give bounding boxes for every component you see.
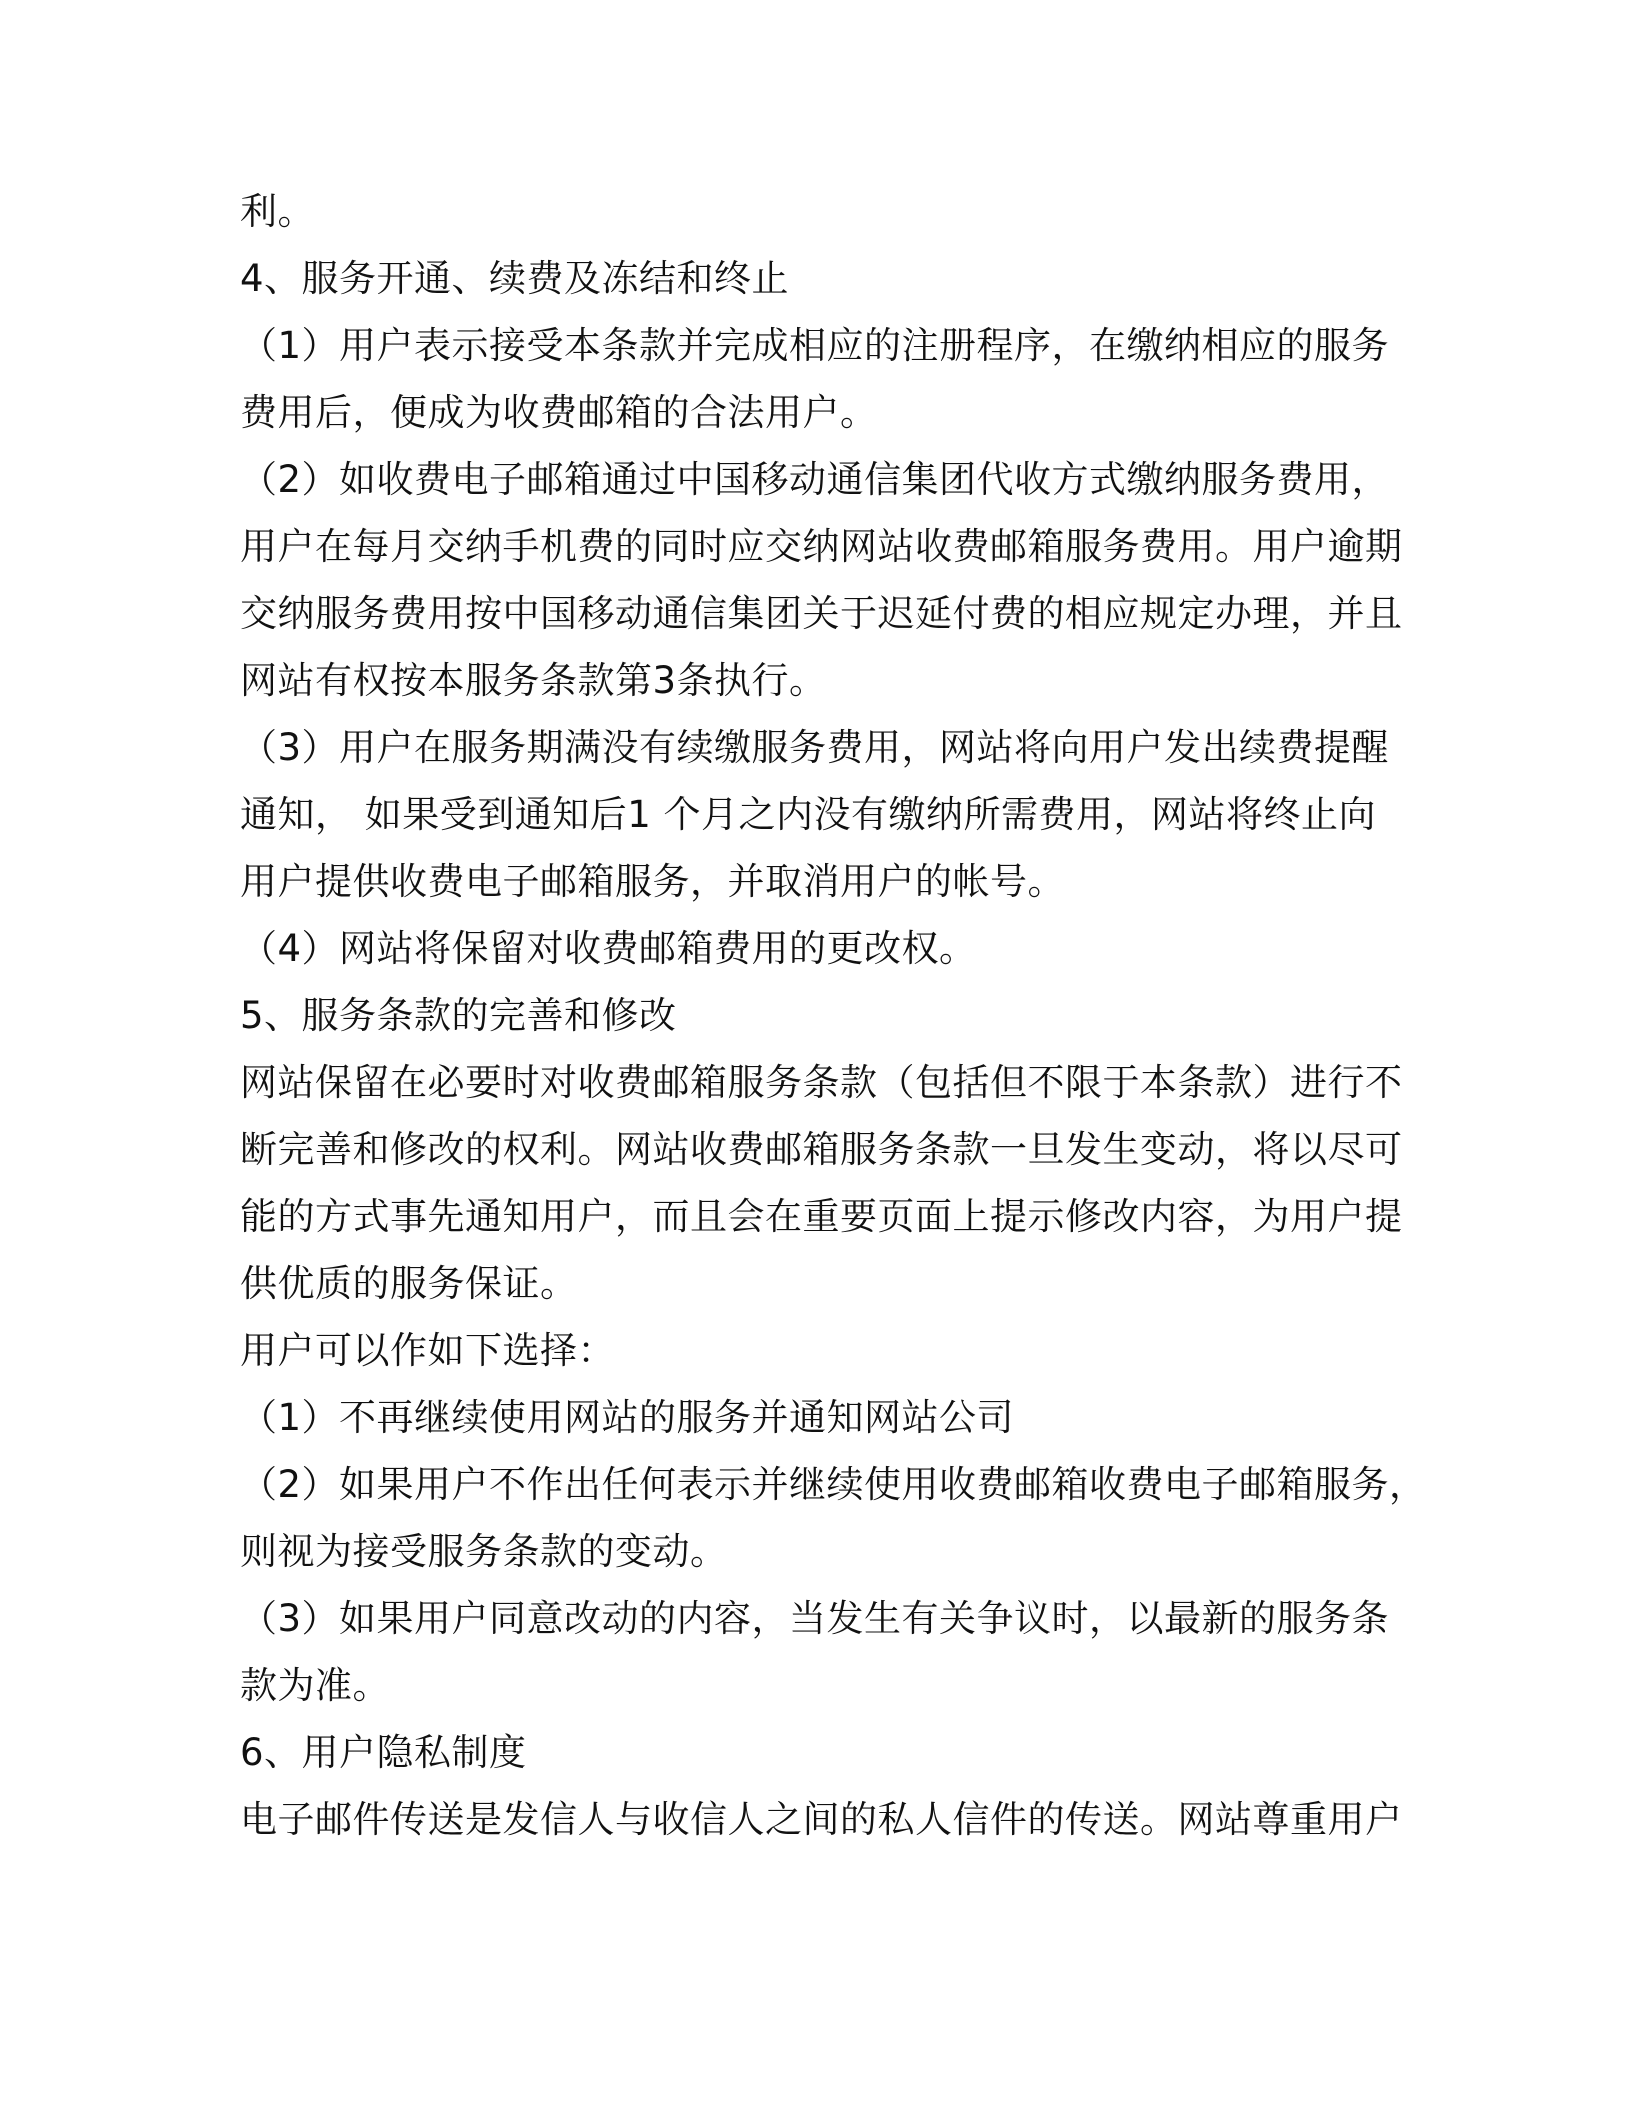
text-line: 网站有权按本服务条款第3条执行。 [240, 659, 827, 702]
text-line: 交纳服务费用按中国移动通信集团关于迟延付费的相应规定办理，并且 [240, 592, 1403, 635]
text-line: 网站保留在必要时对收费邮箱服务条款（包括但不限于本条款）进行不 [240, 1061, 1403, 1104]
text-line: 电子邮件传送是发信人与收信人之间的私人信件的传送。网站尊重用户 [240, 1798, 1403, 1841]
text-line: （3）用户在服务期满没有续缴服务费用，网站将向用户发出续费提醒 [240, 726, 1390, 769]
text-line: （4）网站将保留对收费邮箱费用的更改权。 [240, 927, 977, 970]
text-line: 用户在每月交纳手机费的同时应交纳网站收费邮箱服务费用。用户逾期 [240, 525, 1403, 568]
text-line: 款为准。 [240, 1664, 390, 1707]
section-heading-4: 4、服务开通、续费及冻结和终止 [240, 257, 790, 300]
text-line: 断完善和修改的权利。网站收费邮箱服务条款一旦发生变动，将以尽可 [240, 1128, 1403, 1171]
text-line: （1）用户表示接受本条款并完成相应的注册程序，在缴纳相应的服务 [240, 324, 1390, 367]
text-line: 利。 [240, 190, 315, 233]
text-line: 费用后，便成为收费邮箱的合法用户。 [240, 391, 878, 434]
text-line: （3）如果用户同意改动的内容，当发生有关争议时，以最新的服务条 [240, 1597, 1390, 1640]
text-line: 用户可以作如下选择： [240, 1329, 615, 1372]
text-line: 供优质的服务保证。 [240, 1262, 578, 1305]
document-page [240, 178, 1427, 1853]
text-line: 通知， 如果受到通知后1 个月之内没有缴纳所需费用，网站将终止向 [240, 793, 1377, 836]
text-line: 则视为接受服务条款的变动。 [240, 1530, 728, 1573]
text-line: （1）不再继续使用网站的服务并通知网站公司 [240, 1396, 1015, 1439]
section-heading-6: 6、用户隐私制度 [240, 1731, 527, 1774]
text-line: 用户提供收费电子邮箱服务，并取消用户的帐号。 [240, 860, 1065, 903]
text-line: （2）如收费电子邮箱通过中国移动通信集团代收方式缴纳服务费用， [240, 458, 1390, 501]
text-line: （2）如果用户不作出任何表示并继续使用收费邮箱收费电子邮箱服务， [240, 1463, 1427, 1506]
section-heading-5: 5、服务条款的完善和修改 [240, 994, 677, 1037]
text-line: 能的方式事先通知用户，而且会在重要页面上提示修改内容，为用户提 [240, 1195, 1403, 1238]
